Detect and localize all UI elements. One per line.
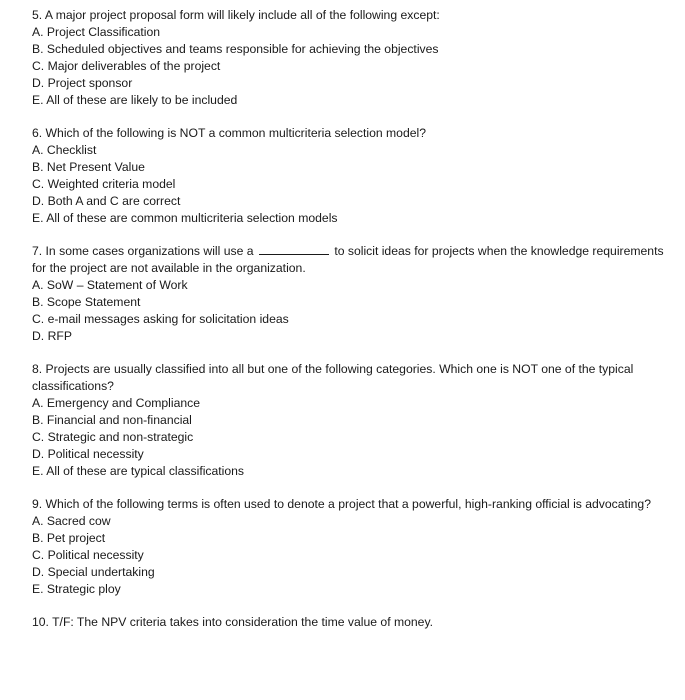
answer-option-b: B. Scheduled objectives and teams responsible for achieving the objectives xyxy=(32,42,439,56)
answer-option-e: E. Strategic ploy xyxy=(32,582,121,596)
answer-option-d: D. Both A and C are correct xyxy=(32,194,181,208)
fill-in-blank xyxy=(259,243,329,255)
question-7 xyxy=(32,243,672,345)
question-10 xyxy=(32,614,672,631)
answer-option-c: C. Major deliverables of the project xyxy=(32,59,221,73)
answer-option-b: B. Pet project xyxy=(32,531,106,545)
answer-option-a: A. SoW – Statement of Work xyxy=(32,278,188,292)
question-8 xyxy=(32,361,672,480)
answer-option-e: E. All of these are likely to be included xyxy=(32,93,238,107)
answer-option-c: C. Strategic and non-strategic xyxy=(32,430,194,444)
answer-option-c: C. e-mail messages asking for solicitation ideas xyxy=(32,312,289,326)
question-stem: 9. Which of the following terms is often used to denote a project that a powerful, high-ranking official is advocating? xyxy=(32,497,651,511)
answer-option-d: D. Special undertaking xyxy=(32,565,155,579)
answer-option-d: D. RFP xyxy=(32,329,72,343)
question-stem: 8. Projects are usually classified into all but one of the following categories. Which one is NOT one of the typical classifications? xyxy=(32,362,634,393)
answer-option-e: E. All of these are common multicriteria selection models xyxy=(32,211,338,225)
answer-option-a: A. Emergency and Compliance xyxy=(32,396,201,410)
question-stem: 6. Which of the following is NOT a common multicriteria selection model? xyxy=(32,126,426,140)
answer-option-b: B. Net Present Value xyxy=(32,160,145,174)
question-5 xyxy=(32,7,672,109)
answer-option-d: D. Project sponsor xyxy=(32,76,133,90)
question-6 xyxy=(32,125,672,227)
answer-option-e: E. All of these are typical classifications xyxy=(32,464,245,478)
question-stem: 5. A major project proposal form will likely include all of the following except: xyxy=(32,8,440,22)
answer-option-a: A. Checklist xyxy=(32,143,97,157)
question-stem xyxy=(32,243,672,277)
question-document xyxy=(32,7,672,647)
answer-option-a: A. Sacred cow xyxy=(32,514,111,528)
question-stem: 10. T/F: The NPV criteria takes into consideration the time value of money. xyxy=(32,615,434,629)
answer-option-b: B. Scope Statement xyxy=(32,295,141,309)
answer-option-c: C. Political necessity xyxy=(32,548,144,562)
question-stem-before-blank: 7. In some cases organizations will use a xyxy=(32,244,254,258)
question-9 xyxy=(32,496,672,598)
answer-option-d: D. Political necessity xyxy=(32,447,144,461)
answer-option-b: B. Financial and non-financial xyxy=(32,413,192,427)
answer-option-c: C. Weighted criteria model xyxy=(32,177,176,191)
question-stem-after-blank: to solicit ideas for projects when the knowledge requirements for the project are not available in the organization. xyxy=(32,244,664,275)
answer-option-a: A. Project Classification xyxy=(32,25,161,39)
